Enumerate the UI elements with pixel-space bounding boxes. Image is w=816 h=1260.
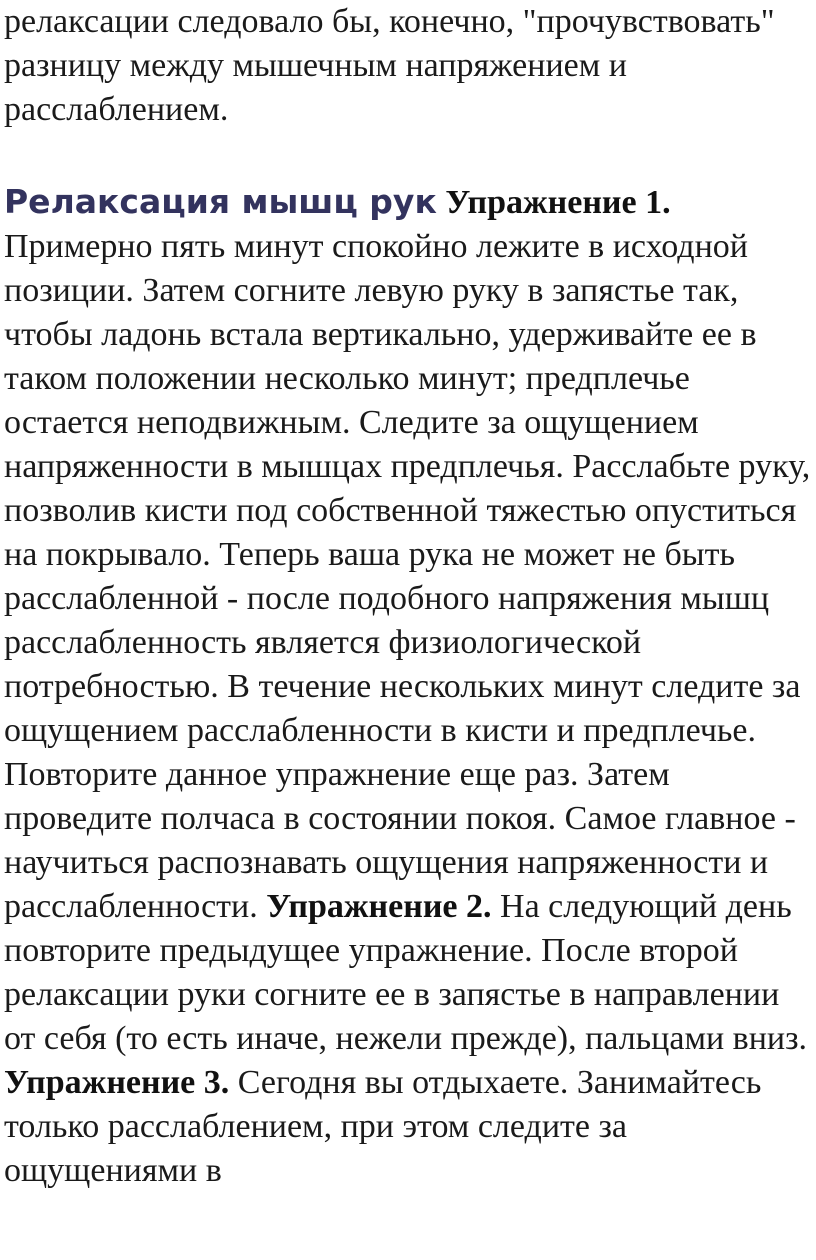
exercise-3-text: Сегодня вы отдыхаете. Занимайтесь только расслаблением, при этом следите за ощущениями в: [4, 1064, 762, 1189]
section-body: [4, 180, 814, 1193]
exercise-2-text: На следующий день повторите предыдущее упражнение. После второй релаксации руки согните ее в запястье в направлении от себя (то есть иначе, нежели прежде), пальцами вниз.: [4, 888, 808, 1057]
section-title: Релаксация мышц рук: [4, 182, 437, 221]
exercise-3-title: Упражнение 3.: [4, 1064, 230, 1101]
exercise-2-title: Упражнение 2.: [266, 888, 492, 925]
exercise-1-text: Примерно пять минут спокойно лежите в исходной позиции. Затем согните левую руку в запястье так, чтобы ладонь встала вертикально, удерживайте ее в таком положении несколько минут; предплечье остается неподвижным. Следите за ощущением напряженности в мышцах предплечья. Расслабьте руку, позволив кисти под собственной тяжестью опуститься на покрывало. Теперь ваша рука не может не быть расслабленной - после подобного напряжения мышц расслабленность является физиологической потребностью. В течение нескольких минут следите за ощущением расслабленности в кисти и предплечье. Повторите данное упражнение еще раз. Затем проведите полчаса в состоянии покоя. Самое главное - научиться распознавать ощущения напряженности и расслабленности.: [4, 228, 811, 925]
intro-paragraph: релаксации следовало бы, конечно, "прочувствовать" разницу между мышечным напряжением и расслаблением.: [4, 3, 775, 128]
document-page: [4, 0, 814, 1193]
exercise-1-title: Упражнение 1.: [445, 184, 671, 221]
